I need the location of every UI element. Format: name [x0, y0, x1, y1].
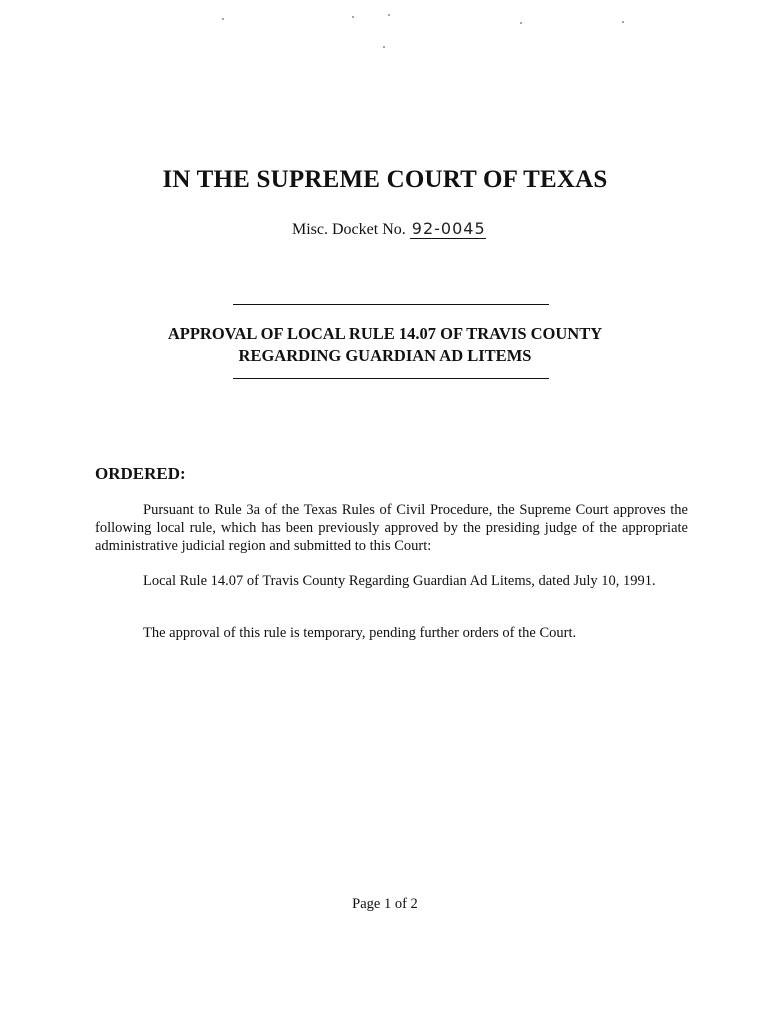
paragraph-local-rule: Local Rule 14.07 of Travis County Regarding Guardian Ad Litems, dated July 10, 1991.: [143, 573, 656, 589]
heading-line-2: REGARDING GUARDIAN AD LITEMS: [238, 346, 532, 365]
scan-speck: [222, 18, 224, 20]
page-number: Page 1 of 2: [352, 896, 418, 912]
docket-label: Misc. Docket No.: [292, 221, 406, 238]
heading-top-rule: [233, 304, 549, 305]
paragraph-pursuant: Pursuant to Rule 3a of the Texas Rules of Civil Procedure, the Supreme Court approves the following local rule, which has been previously approved by the presiding judge of the appropriate administrative judicial region and submitted to this Court:: [95, 502, 688, 554]
scan-speck: [520, 22, 522, 24]
scan-speck: [388, 14, 390, 16]
ordered-label: ORDERED:: [95, 464, 186, 483]
docket-number: 92-0045: [411, 219, 486, 238]
order-heading: [0, 323, 770, 367]
heading-bottom-rule: [233, 378, 549, 379]
scan-speck: [622, 21, 624, 23]
scan-speck: [352, 16, 354, 18]
docket-line: [292, 219, 486, 239]
heading-line-1: APPROVAL OF LOCAL RULE 14.07 OF TRAVIS COUNTY: [167, 324, 603, 343]
court-title: IN THE SUPREME COURT OF TEXAS: [162, 166, 608, 193]
scan-speck: [383, 46, 385, 48]
paragraph-approval: The approval of this rule is temporary, pending further orders of the Court.: [143, 625, 577, 641]
